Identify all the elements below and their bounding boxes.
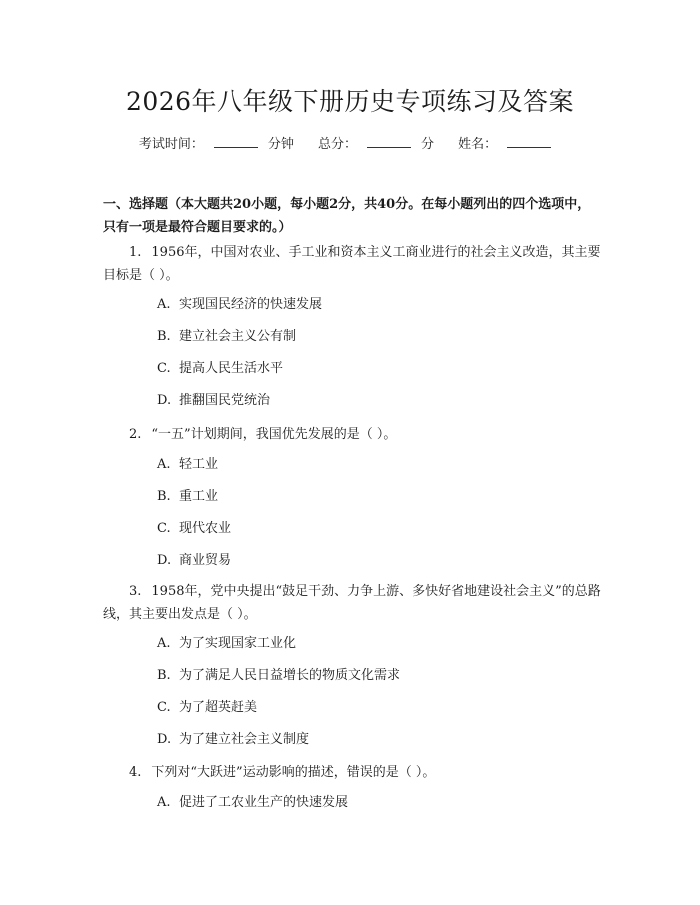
question-number: 1. xyxy=(129,245,142,260)
question-1-option-a xyxy=(157,295,322,315)
question-2-option-b xyxy=(157,487,218,507)
option-text: 商业贸易 xyxy=(179,553,232,568)
question-2-option-d xyxy=(157,551,231,571)
question-1 xyxy=(103,241,603,287)
option-text: 轻工业 xyxy=(179,457,219,472)
question-3-option-c xyxy=(157,698,257,718)
question-2-option-c xyxy=(157,519,231,539)
option-text: 重工业 xyxy=(179,489,219,504)
question-text: 下列对“大跃进”运动影响的描述，错误的是（ ）。 xyxy=(151,765,436,780)
option-letter: C. xyxy=(157,361,171,376)
exam-score-label: 总分： xyxy=(317,137,357,152)
option-text: 为了满足人民日益增长的物质文化需求 xyxy=(179,668,401,683)
exam-name xyxy=(458,137,561,152)
option-text: 为了超英赶美 xyxy=(179,700,258,715)
question-text: 1958年，党中央提出“鼓足干劲、力争上游、多快好省地建设社会主义”的总路线，其主要出发点是（ ）。 xyxy=(103,584,601,622)
exam-score-unit: 分 xyxy=(421,137,435,152)
exam-name-label: 姓名： xyxy=(458,137,498,152)
option-text: 促进了工农业生产的快速发展 xyxy=(179,795,349,810)
option-letter: B. xyxy=(157,329,171,344)
option-text: 实现国民经济的快速发展 xyxy=(179,297,323,312)
question-4-option-a xyxy=(157,793,348,813)
question-1-option-b xyxy=(157,327,296,347)
question-3 xyxy=(103,580,603,626)
question-number: 2. xyxy=(129,427,142,442)
option-letter: C. xyxy=(157,700,171,715)
option-letter: A. xyxy=(157,297,171,312)
option-letter: A. xyxy=(157,636,171,651)
exam-info xyxy=(0,133,700,152)
exam-time-label: 考试时间： xyxy=(138,137,204,152)
question-number: 4. xyxy=(129,765,142,780)
question-1-option-c xyxy=(157,359,283,379)
question-text: “一五”计划期间，我国优先发展的是（ ）。 xyxy=(151,427,397,442)
option-letter: D. xyxy=(157,393,172,408)
option-letter: A. xyxy=(157,795,171,810)
exam-name-blank xyxy=(507,137,551,148)
question-3-option-a xyxy=(157,634,296,654)
question-3-option-b xyxy=(157,666,400,686)
option-letter: B. xyxy=(157,668,171,683)
option-text: 现代农业 xyxy=(179,521,232,536)
question-2 xyxy=(103,423,603,446)
page-title: 2026年八年级下册历史专项练习及答案 xyxy=(125,87,575,116)
question-2-option-a xyxy=(157,455,218,475)
option-text: 建立社会主义公有制 xyxy=(179,329,297,344)
exam-time-blank xyxy=(214,137,258,148)
exam-score xyxy=(318,137,434,152)
option-text: 提高人民生活水平 xyxy=(179,361,284,376)
option-letter: C. xyxy=(157,521,171,536)
exam-score-blank xyxy=(367,137,411,148)
option-text: 推翻国民党统治 xyxy=(179,393,271,408)
option-letter: D. xyxy=(157,553,172,568)
exam-time-unit: 分钟 xyxy=(267,137,294,152)
option-letter: D. xyxy=(157,732,172,747)
question-number: 3. xyxy=(129,584,142,599)
section-header: 一、选择题（本大题共20小题，每小题2分，共40分。在每小题列出的四个选项中，只有一项是最符合题目要求的。） xyxy=(103,197,591,235)
option-letter: B. xyxy=(157,489,171,504)
option-text: 为了实现国家工业化 xyxy=(179,636,297,651)
option-letter: A. xyxy=(157,457,171,472)
question-3-option-d xyxy=(157,730,309,750)
exam-time xyxy=(139,137,294,152)
question-1-option-d xyxy=(157,391,270,411)
question-text: 1956年，中国对农业、手工业和资本主义工商业进行的社会主义改造，其主要目标是（ ）。 xyxy=(103,245,601,283)
question-4 xyxy=(103,761,603,784)
option-text: 为了建立社会主义制度 xyxy=(179,732,310,747)
